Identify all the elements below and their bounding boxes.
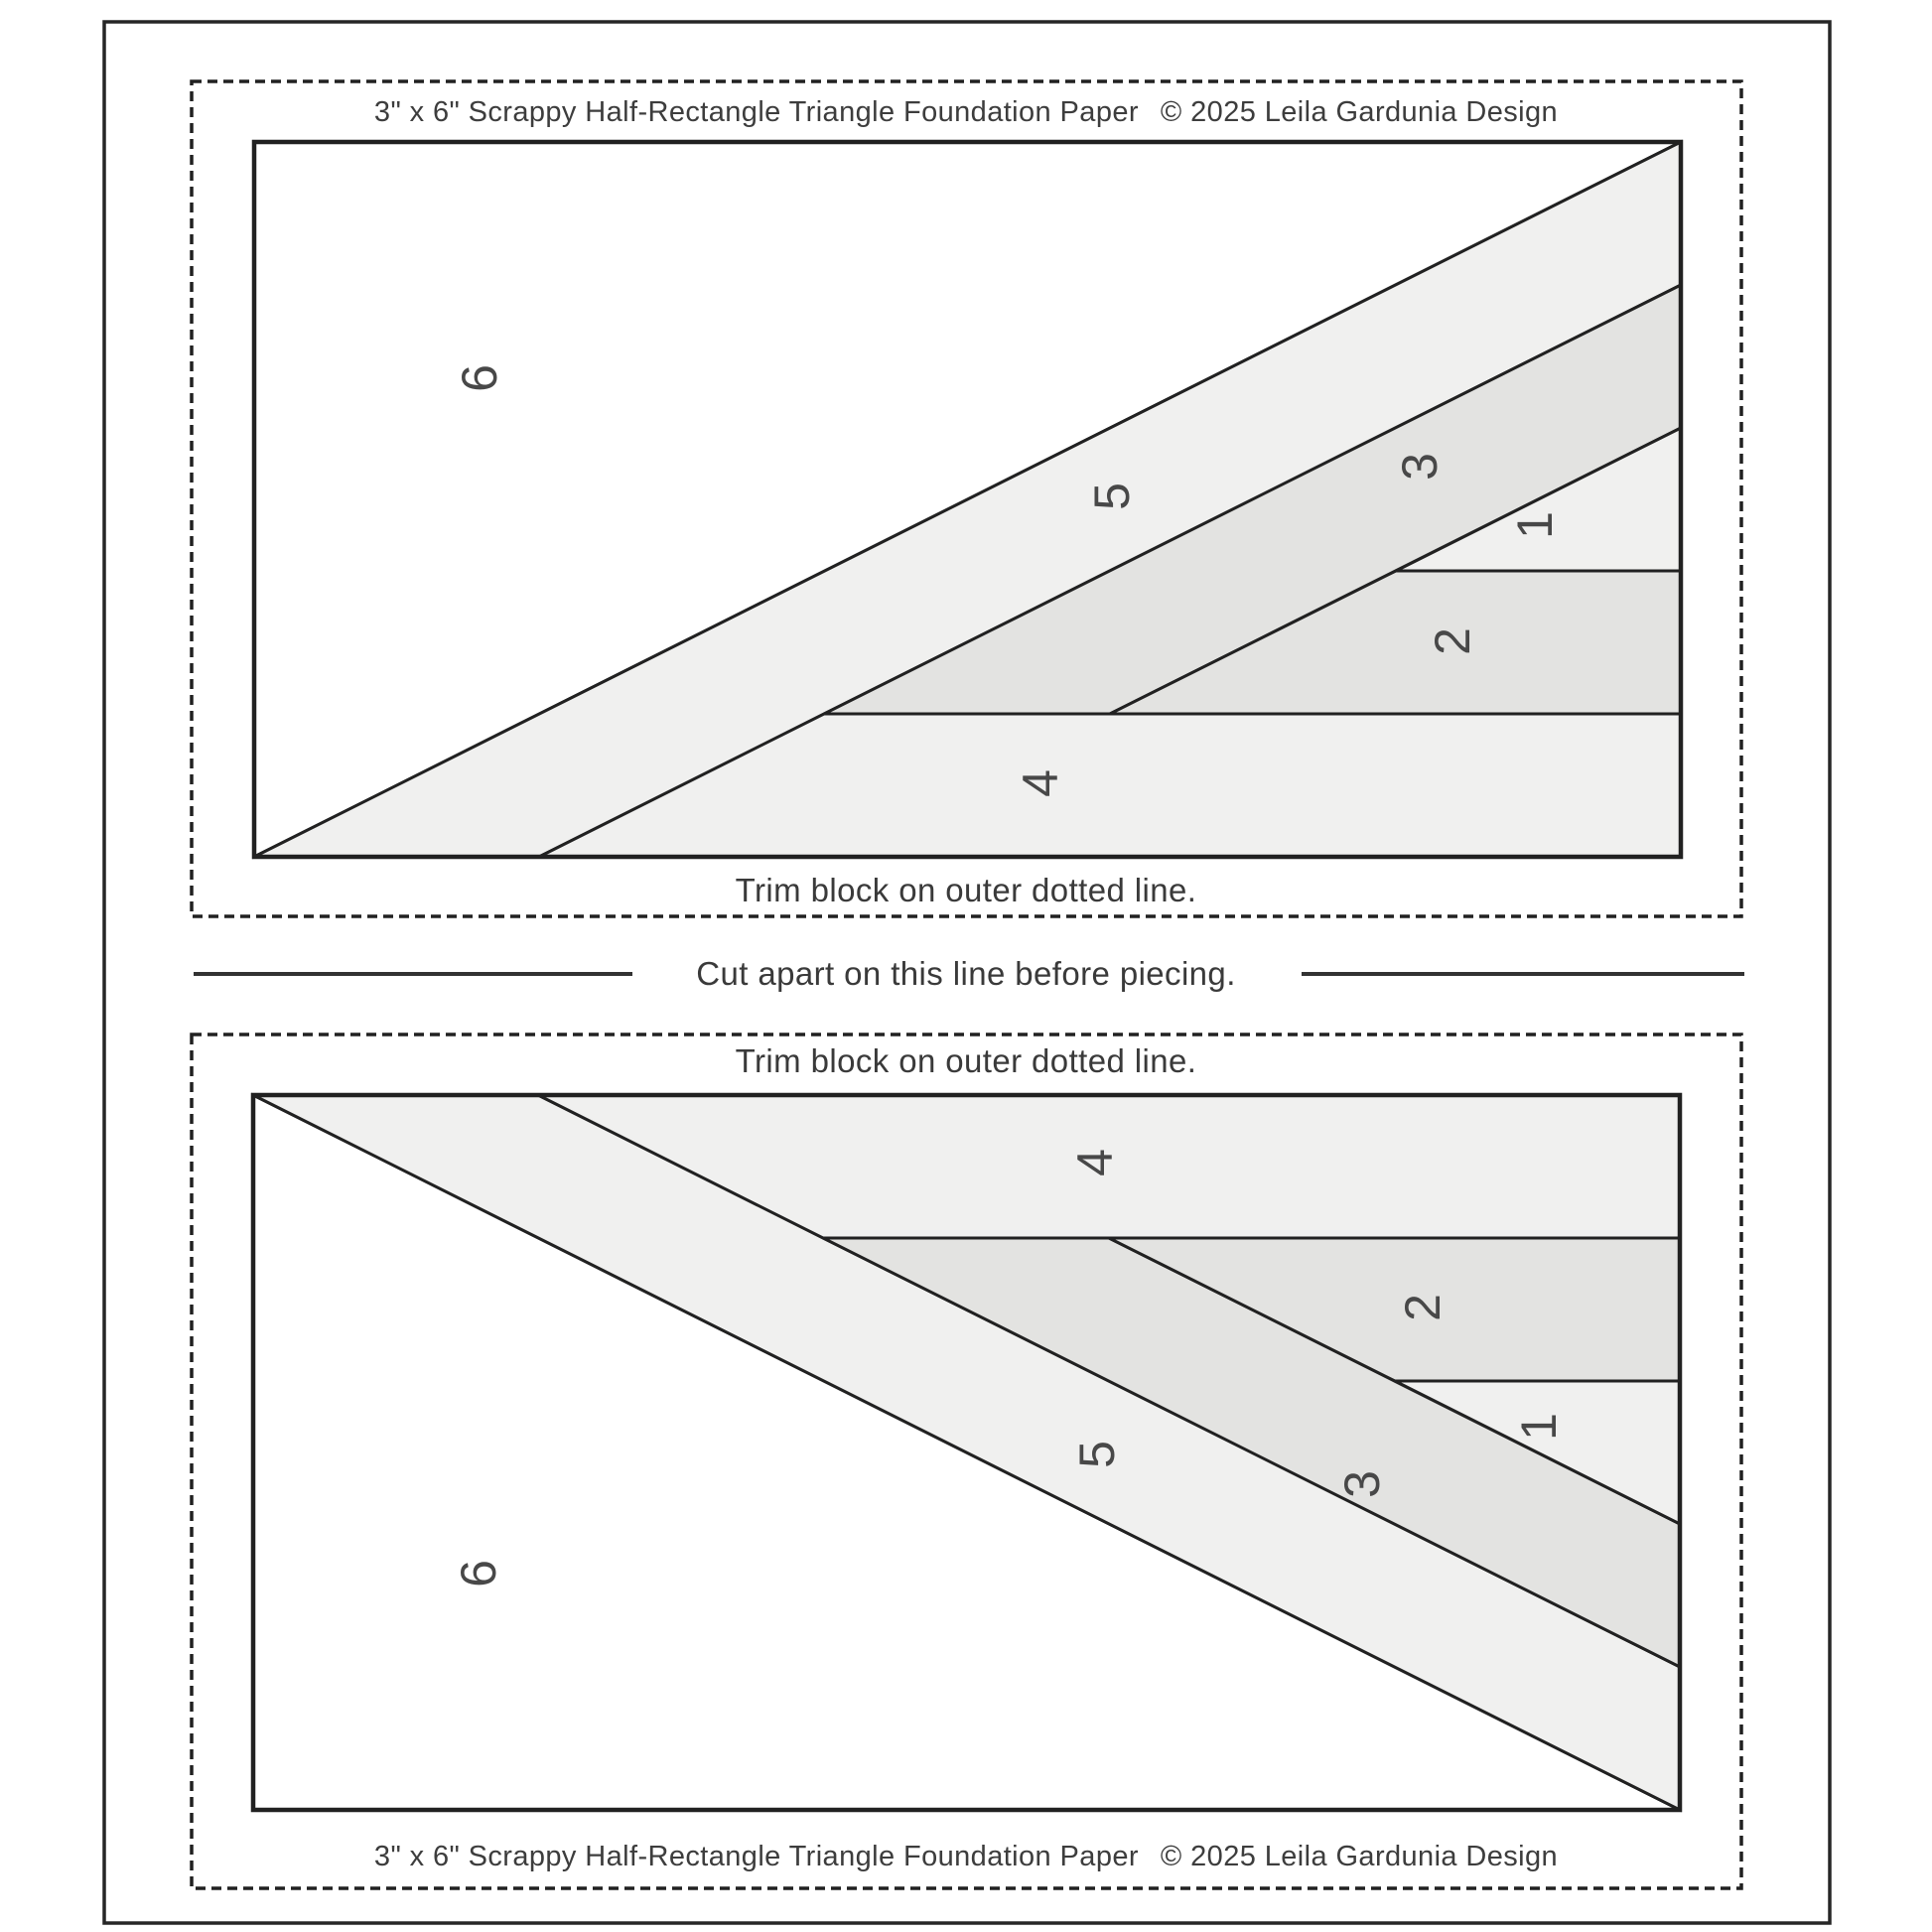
piece-1-label: 1	[1511, 1413, 1567, 1441]
piece-4-label: 4	[1067, 1149, 1123, 1176]
block-top-copyright: © 2025 Leila Gardunia Design	[1160, 96, 1559, 128]
piece-1-label: 1	[1507, 511, 1563, 539]
block-bottom-title-size: 3" x 6" Scrappy Half-Rectangle Triangle Foundation Paper	[373, 1841, 1139, 1872]
piece-5-label: 5	[1069, 1441, 1125, 1468]
trim-note-top	[736, 874, 1197, 907]
cut-apart-note-text: Cut apart on this line before piecing.	[696, 955, 1236, 992]
block-bottom-copyright: © 2025 Leila Gardunia Design	[1160, 1841, 1559, 1872]
block-bottom-title	[374, 1840, 1558, 1873]
trim-note-top-text: Trim block on outer dotted line.	[735, 872, 1197, 908]
piece-5-label: 5	[1084, 483, 1140, 510]
piece-6-label: 6	[451, 1560, 506, 1587]
trim-note-bottom-text: Trim block on outer dotted line.	[735, 1042, 1197, 1079]
piece-6-label: 6	[452, 364, 507, 392]
block-top	[254, 142, 1681, 857]
piece-3-label: 3	[1334, 1470, 1390, 1498]
cut-apart-note	[696, 957, 1236, 991]
block-top-title	[374, 95, 1558, 129]
piece-2-label: 2	[1425, 627, 1480, 655]
piece-3-label: 3	[1392, 453, 1448, 481]
block-top-title-size: 3" x 6" Scrappy Half-Rectangle Triangle Foundation Paper	[373, 96, 1139, 128]
piece-4-label: 4	[1013, 769, 1068, 797]
block-bottom	[253, 1095, 1680, 1810]
piece-2-label: 2	[1395, 1294, 1450, 1321]
trim-note-bottom	[736, 1044, 1197, 1078]
